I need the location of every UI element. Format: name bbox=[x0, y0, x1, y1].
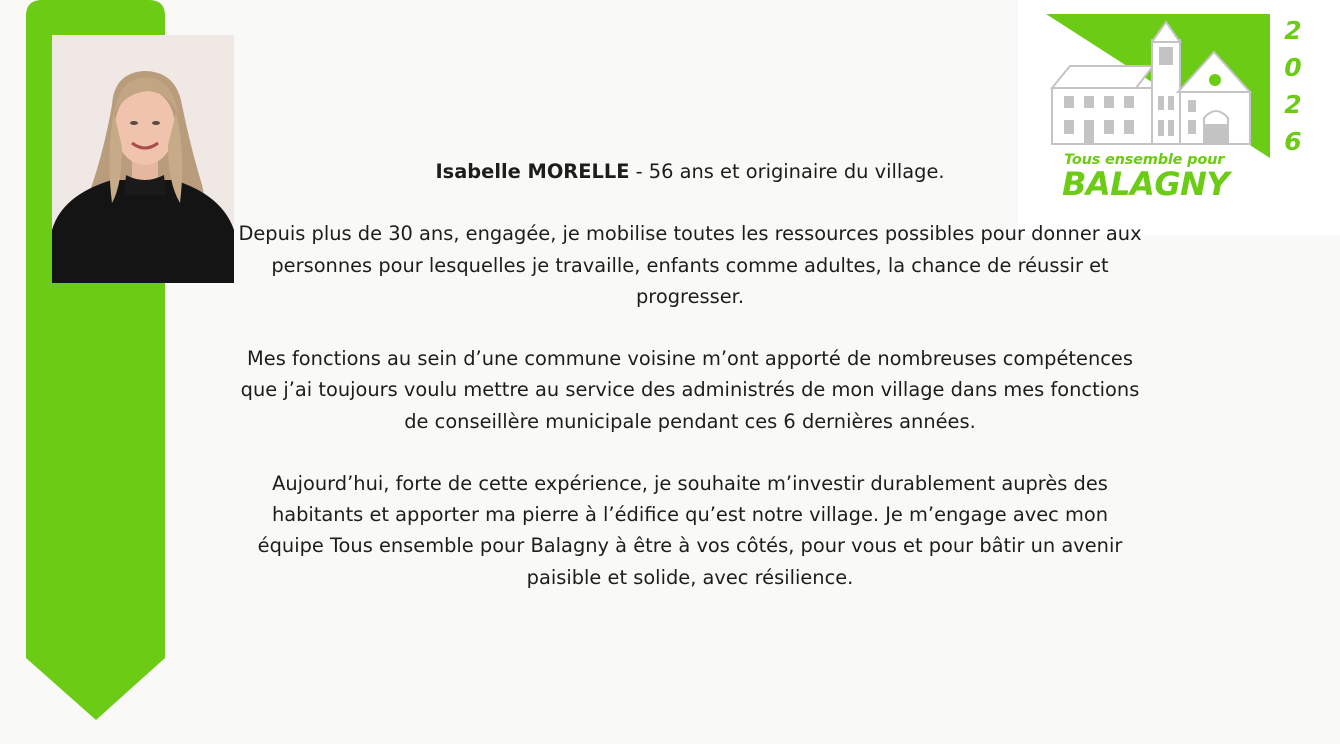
bio-paragraph: Aujourd’hui, forte de cette expérience, je souhaite m’investir durablement auprès des habitants et apporter ma pierre à l’édifice qu’est notre village. Je m’engage avec mon équipe Tous ensemble pour Balagny à être à vos côtés, pour vous et pour bâtir un avenir paisible et solide, avec résilience. bbox=[257, 471, 1123, 589]
year-digit: 6 bbox=[1284, 127, 1302, 156]
candidate-name: Isabelle MORELLE bbox=[435, 160, 630, 183]
logo-slogan: Tous ensemble pour bbox=[1064, 152, 1225, 168]
year-digit: 2 bbox=[1284, 16, 1302, 45]
candidate-bio bbox=[236, 156, 1144, 593]
candidate-intro: - 56 ans et originaire du village. bbox=[629, 160, 945, 183]
bio-paragraph: Mes fonctions au sein d’une commune voisine m’ont apporté de nombreuses compétences que j’ai toujours voulu mettre au service des administrés de mon village dans mes fonctions de conseillère municipale pendant ces 6 dernières années. bbox=[240, 347, 1140, 433]
candidate-heading bbox=[236, 156, 1144, 187]
year-digit: 2 bbox=[1284, 90, 1302, 119]
candidate-portrait bbox=[52, 35, 234, 283]
logo-town-name: BALAGNY bbox=[1062, 165, 1230, 203]
year-digit: 0 bbox=[1284, 53, 1302, 82]
bio-paragraph: Depuis plus de 30 ans, engagée, je mobilise toutes les ressources possibles pour donner aux personnes pour lesquelles je travaille, enfants comme adultes, la chance de réussir et progresser. bbox=[238, 222, 1142, 308]
